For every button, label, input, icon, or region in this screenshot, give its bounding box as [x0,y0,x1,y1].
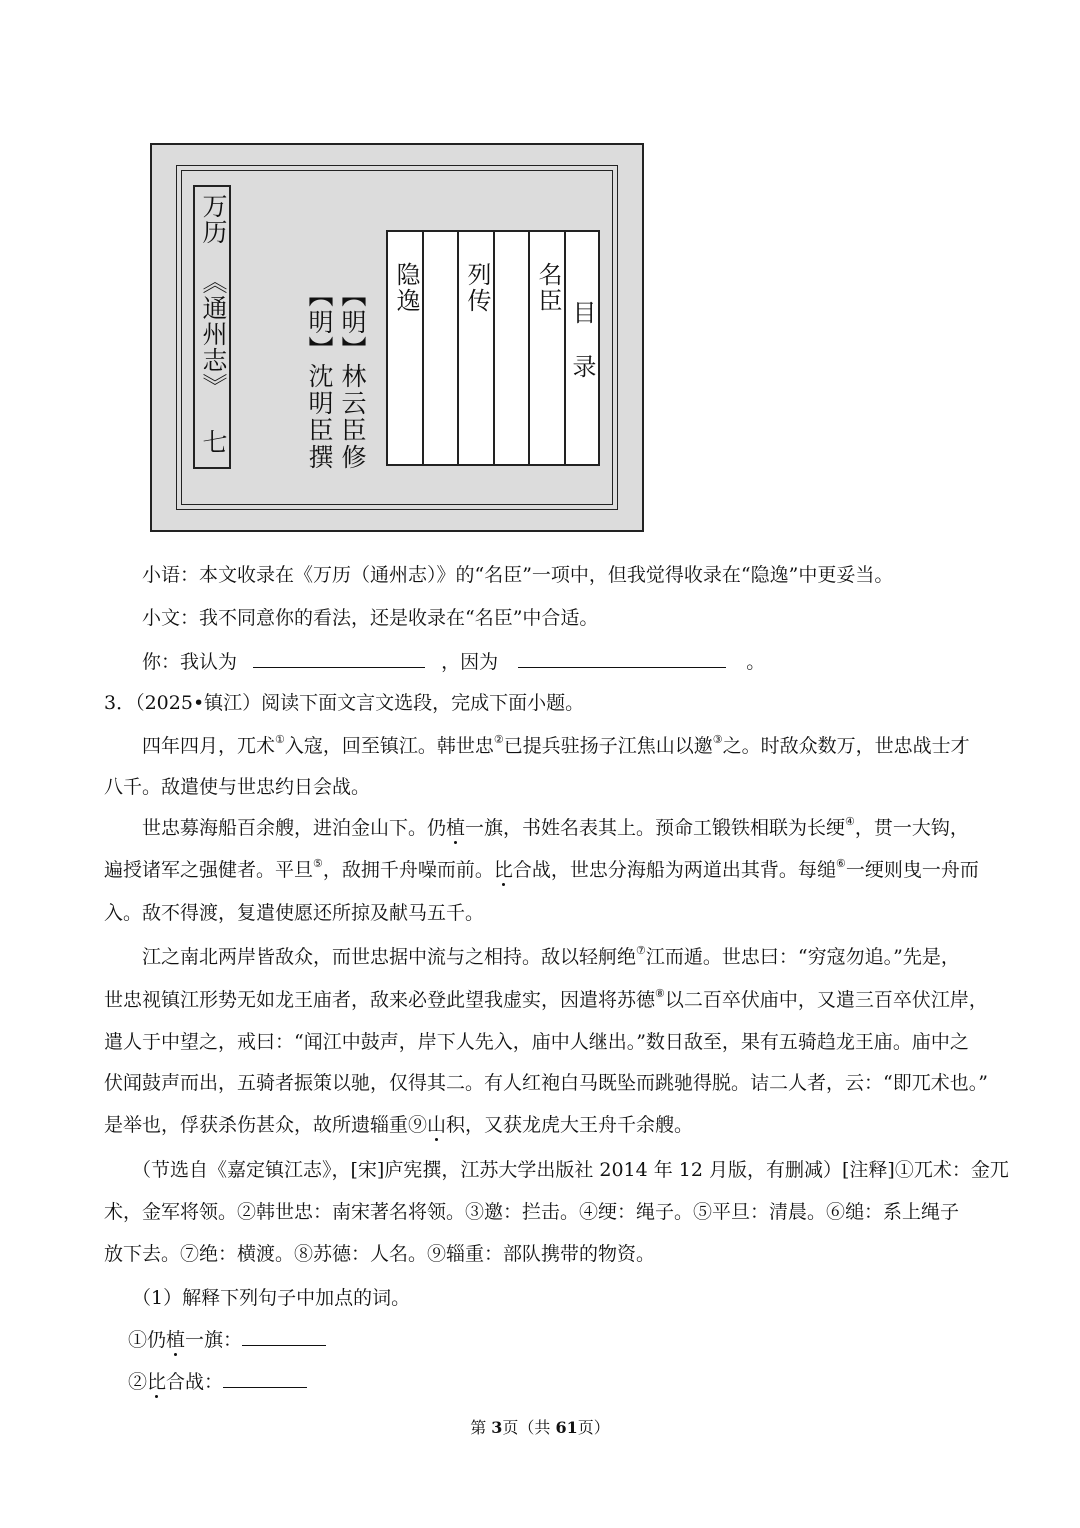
cover-author-2 [304,282,334,471]
column-divider [528,232,530,464]
column-divider [457,232,459,464]
cover-author-1 [337,282,367,471]
author-1-dynasty: 【明】 [338,282,367,363]
answer-blank-bi[interactable] [223,1367,307,1388]
column-label-liezhuan: 列传 [463,262,491,314]
cover-contents-box [386,230,600,466]
author-2-role: 撰 [305,444,334,471]
author-2-dynasty: 【明】 [305,282,334,363]
author-2-name: 沈明臣 [305,363,334,444]
column-divider [422,232,424,464]
column-label-mulu: 目录 [568,300,596,408]
dialogue-xiaowen: 小文：我不同意你的看法，还是收录在“名臣”中合适。 [142,607,599,629]
you-end: 。 [746,651,766,673]
column-label-yinyi: 隐逸 [392,262,420,314]
source-note-line1: （节选自《嘉定镇江志》，[宋]庐宪撰，江苏大学出版社 2014 年 12 月版，有删减）[注释]①兀术：金兀 [132,1159,1009,1181]
passage-p1-line1: 四年四月，兀术①入寇，回至镇江。韩世忠②已提兵驻扬子江焦山以邀③之。时敌众数万，世忠战士才 [142,733,970,757]
passage-p3-line2: 世忠视镇江形势无如龙王庙者，敌来必登此望我虚实，因遣将苏德⑧以二百卒伏庙中，又遣三百卒伏江岸， [104,987,988,1011]
passage-p3-line4: 伏闻鼓声而出，五骑者振策以驰，仅得其二。有人红袍白马既坠而跳驰得脱。诘二人者，云：“即兀术也。” [104,1072,988,1094]
you-prefix: 你：我认为 [142,651,238,673]
column-divider [493,232,495,464]
passage-p2-line2: 遍授诸军之强健者。平旦⑤，敌拥千舟噪而前。比合战，世忠分海船为两道出其背。每缒⑥一绠则曳一舟而 [104,857,979,881]
answer-blank-zhi[interactable] [242,1325,326,1346]
passage-p2-line1: 世忠募海船百余艘，进泊金山下。仍植一旗，书姓名表其上。预命工锻铁相联为长绠④，贯一大钩， [142,815,969,839]
answer-blank-reason[interactable] [518,647,726,668]
dotted-word-zhi: 植 [446,817,466,839]
author-1-name: 林云臣 [338,363,367,444]
passage-p1-line2: 八千。敌遣使与世忠约日会战。 [104,776,371,798]
cover-title-strip [193,185,231,469]
you-mid: ，因为 [441,651,499,673]
answer-blank-opinion[interactable] [253,647,425,668]
source-note-line2: 术，金军将领。②韩世忠：南宋著名将领。③邀：拦击。④绠：绳子。⑤平旦：清晨。⑥缒：系上绳子 [104,1201,960,1223]
page-number: 3 [491,1418,503,1437]
dotted-word-bi: 比 [493,859,513,881]
dotted-word-shan: 山 [427,1114,447,1136]
column-label-mingchen: 名臣 [534,262,562,314]
subquestion-1-prompt: （1）解释下列句子中加点的词。 [132,1287,411,1309]
subquestion-1-item-1: ①仍植一旗： [128,1325,326,1353]
page-total: 61 [555,1418,578,1437]
dialogue-you [142,647,765,675]
cover-title-top: 万历 [199,193,228,245]
column-divider [564,232,566,464]
passage-p3-line5: 是举也，俘获杀伤甚众，故所遗辎重⑨山积，又获龙虎大王舟千余艘。 [104,1114,694,1136]
question-3-heading: 3．（2025•镇江）阅读下面文言文选段，完成下面小题。 [104,692,585,714]
passage-p2-line3: 入。敌不得渡，复遣使愿还所掠及献马五千。 [104,902,485,924]
page-footer: 第 3页（共 61页） [470,1418,610,1437]
passage-p3-line1: 江之南北两岸皆敌众，而世忠据中流与之相持。敌以轻舸绝⑦江而遁。世忠曰：“穷寇勿追。”先是， [142,944,960,968]
cover-title-book: 《通州志》 [199,269,228,399]
subquestion-1-item-2: ②比合战： [128,1367,307,1395]
dialogue-xiaoyu: 小语：本文收录在《万历（通州志）》的“名臣”一项中，但我觉得收录在“隐逸”中更妥当。 [142,564,894,586]
passage-p3-line3: 遣人于中望之，戒曰：“闻江中鼓声，岸下人先入，庙中人继出。”数日敌至，果有五骑趋龙王庙。庙中之 [104,1031,969,1053]
cover-title-volume: 七 [199,429,228,455]
source-note-line3: 放下去。⑦绝：横渡。⑧苏德：人名。⑨辎重：部队携带的物资。 [104,1243,656,1265]
author-1-role: 修 [338,444,367,471]
